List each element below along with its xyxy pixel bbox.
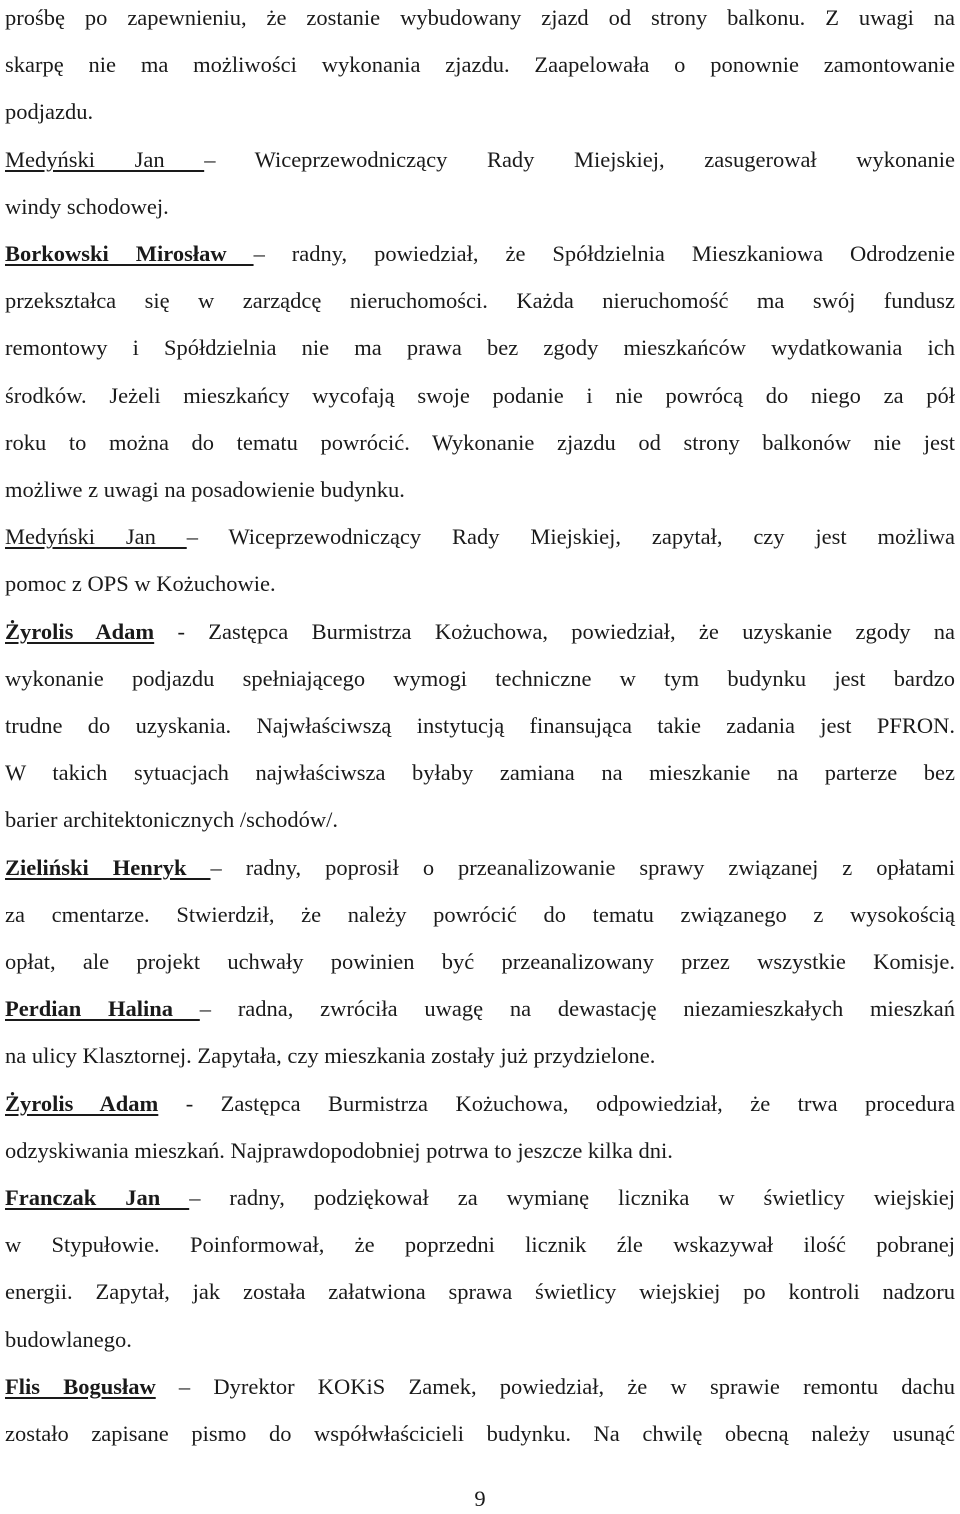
line-text: środków. Jeżeli mieszkańcy wycofają swoje podanie i nie powrócą do niego za pół	[5, 382, 955, 408]
speaker-name: Żyrolis Adam	[5, 1090, 159, 1116]
line-text: – Dyrektor KOKiS Zamek, powiedział, że w sprawie remontu dachu	[155, 1373, 956, 1399]
line-text: W takich sytuacjach najwłaściwsza byłaby zamiana na mieszkanie na parterze bez	[5, 760, 955, 786]
text-line	[5, 333, 955, 363]
line-text: – Wiceprzewodniczący Rady Miejskiej, zapytał, czy jest możliwa	[186, 524, 955, 550]
text-line	[5, 664, 955, 694]
text-line	[5, 994, 955, 1024]
speaker-name: Borkowski Mirosław	[5, 241, 254, 266]
line-text: – radny, podziękował za wymianę licznika w świetlicy wiejskiej	[189, 1185, 955, 1210]
line-text: – radny, powiedział, że Spółdzielnia Mieszkaniowa Odrodzenie	[253, 241, 956, 266]
speaker-name: Żyrolis Adam	[5, 618, 155, 644]
text-line	[5, 1419, 955, 1449]
text-line	[5, 475, 955, 505]
text-line	[5, 3, 955, 33]
line-text: – Wiceprzewodniczący Rady Miejskiej, zasugerował wykonanie	[204, 146, 955, 172]
line-text: remontowy i Spółdzielnia nie ma prawa bez zgody mieszkańców wydatkowania ich	[5, 335, 955, 361]
speaker-name: Franczak Jan	[5, 1185, 190, 1210]
text-line	[5, 428, 955, 458]
text-line	[5, 1230, 955, 1260]
line-text: przekształca się w zarządcę nieruchomości. Każda nieruchomość ma swój fundusz	[5, 288, 955, 314]
line-text: roku to można do tematu powrócić. Wykonanie zjazdu od strony balkonów nie jest	[5, 429, 955, 455]
text-line	[5, 1089, 955, 1119]
speaker-name: Medyński Jan	[5, 146, 205, 172]
text-line	[5, 286, 955, 316]
line-text: odzyskiwania mieszkań. Najprawdopodobniej potrwa to jeszcze kilka dni.	[5, 1137, 673, 1163]
text-line	[5, 522, 955, 552]
text-line	[5, 97, 955, 127]
line-text: pomoc z OPS w Kożuchowie.	[5, 571, 276, 597]
text-line	[5, 947, 955, 977]
speaker-name: Flis Bogusław	[5, 1373, 156, 1399]
text-line	[5, 1183, 955, 1213]
line-text: za cmentarze. Stwierdził, że należy powrócić do tematu związanego z wysokością	[5, 901, 955, 927]
text-line	[5, 239, 955, 269]
text-line	[5, 1372, 955, 1402]
text-line	[5, 145, 955, 175]
text-line	[5, 711, 955, 741]
text-line	[5, 569, 955, 599]
line-text: prośbę po zapewnieniu, że zostanie wybudowany zjazd od strony balkonu. Z uwagi na	[5, 5, 955, 30]
line-text: barier architektonicznych /schodów/.	[5, 807, 338, 833]
line-text: podjazdu.	[5, 99, 94, 125]
text-line	[5, 1277, 955, 1307]
line-text: - Zastępca Burmistrza Kożuchowa, odpowiedział, że trwa procedura	[158, 1090, 956, 1116]
speaker-name: Zieliński Henryk	[5, 854, 211, 880]
line-text: opłat, ale projekt uchwały powinien być przeanalizowany przez wszystkie Komisje.	[5, 949, 955, 974]
speaker-name: Medyński Jan	[5, 524, 187, 550]
text-line	[5, 853, 955, 883]
line-text: na ulicy Klasztornej. Zapytała, czy mieszkania zostały już przydzielone.	[5, 1043, 656, 1069]
text-line	[5, 381, 955, 411]
text-line	[5, 50, 955, 80]
line-text: – radna, zwróciła uwagę na dewastację niezamieszkałych mieszkań	[199, 996, 955, 1022]
line-text: w Stypułowie. Poinformował, że poprzedni licznik źle wskazywał ilość pobranej	[5, 1232, 955, 1258]
line-text: budowlanego.	[5, 1326, 132, 1352]
text-line	[5, 1041, 955, 1071]
line-text: windy schodowej.	[5, 193, 169, 219]
line-text: wykonanie podjazdu spełniającego wymogi techniczne w tym budynku jest bardzo	[5, 665, 955, 691]
text-line	[5, 617, 955, 647]
text-line	[5, 900, 955, 930]
line-text: energii. Zapytał, jak została załatwiona sprawa świetlicy wiejskiej po kontroli nadzoru	[5, 1279, 955, 1305]
line-text: możliwe z uwagi na posadowienie budynku.	[5, 477, 405, 502]
text-line	[5, 1325, 955, 1355]
page-number: 9	[474, 1486, 486, 1511]
line-text: – radny, poprosił o przeanalizowanie sprawy związanej z opłatami	[210, 854, 955, 880]
text-line	[5, 1136, 955, 1166]
speaker-name: Perdian Halina	[5, 996, 200, 1022]
line-text: zostało zapisane pismo do współwłaścicieli budynku. Na chwilę obecną należy usunąć	[5, 1421, 955, 1446]
text-line	[5, 805, 955, 835]
line-text: trudne do uzyskania. Najwłaściwszą instytucją finansująca takie zadania jest PFRON.	[5, 713, 955, 738]
line-text: - Zastępca Burmistrza Kożuchowa, powiedział, że uzyskanie zgody na	[154, 618, 956, 644]
text-line	[5, 192, 955, 222]
line-text: skarpę nie ma możliwości wykonania zjazdu. Zaapelowała o ponownie zamontowanie	[5, 52, 955, 78]
text-line	[5, 758, 955, 788]
